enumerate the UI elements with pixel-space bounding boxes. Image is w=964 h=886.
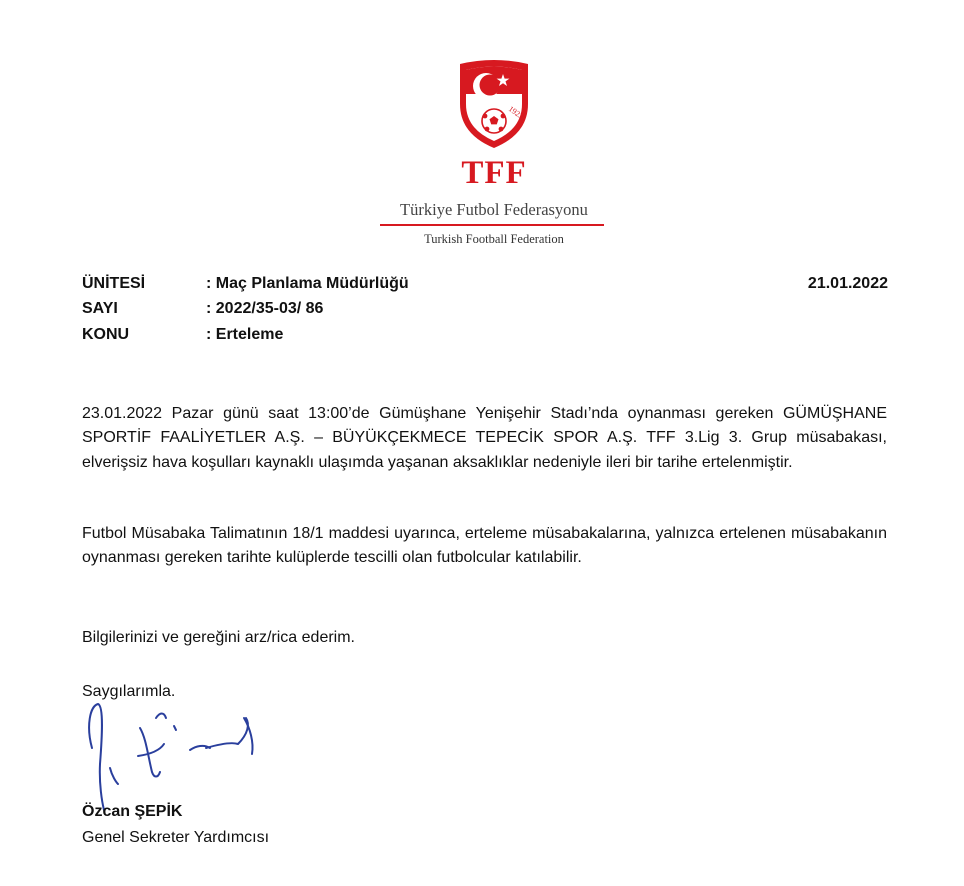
body-paragraph-1: 23.01.2022 Pazar günü saat 13:00’de Gümüşhane Yenişehir Stadı’nda oynanması gereken GÜMÜŞHANE SPORTİF FAALİYETLER A.Ş. – BÜYÜKÇEKMECE TEPECİK SPOR A.Ş. TFF 3.Lig 3. Grup müsabakası, elverişsiz hava koşulları kaynaklı ulaşımda yaşanan aksaklıklar nedeniyle ileri bir tarihe ertelenmiştir. — [82, 405, 887, 471]
regards: Saygılarımla. — [82, 683, 176, 700]
svg-text:1923: 1923 — [506, 104, 526, 121]
number-value: : 2022/35-03/ 86 — [206, 300, 324, 317]
tff-crest-icon — [456, 58, 532, 150]
org-short-name: TFF — [461, 155, 527, 191]
org-full-name-tr: Türkiye Futbol Federasyonu — [400, 200, 588, 219]
closing-request: Bilgilerinizi ve gereğini arz/rica ederim. — [82, 629, 355, 646]
unit-value: : Maç Planlama Müdürlüğü — [206, 275, 409, 292]
body-paragraph-2: Futbol Müsabaka Talimatının 18/1 maddesi uyarınca, erteleme müsabakalarına, yalnızca ertelenen müsabakanın oynanması gereken tarihte kulüplerde tescilli olan futbolcular katılabilir. — [82, 525, 887, 567]
document-date: 21.01.2022 — [807, 275, 888, 292]
signer-title: Genel Sekreter Yardımcısı — [82, 829, 270, 846]
number-label: SAYI — [82, 300, 118, 317]
header-divider — [380, 224, 604, 226]
subject-value: : Erteleme — [206, 326, 284, 343]
org-full-name-en: Turkish Football Federation — [424, 232, 564, 246]
signer-name: Özcan ŞEPİK — [82, 803, 183, 820]
subject-label: KONU — [82, 326, 130, 343]
unit-label: ÜNİTESİ — [82, 275, 146, 292]
